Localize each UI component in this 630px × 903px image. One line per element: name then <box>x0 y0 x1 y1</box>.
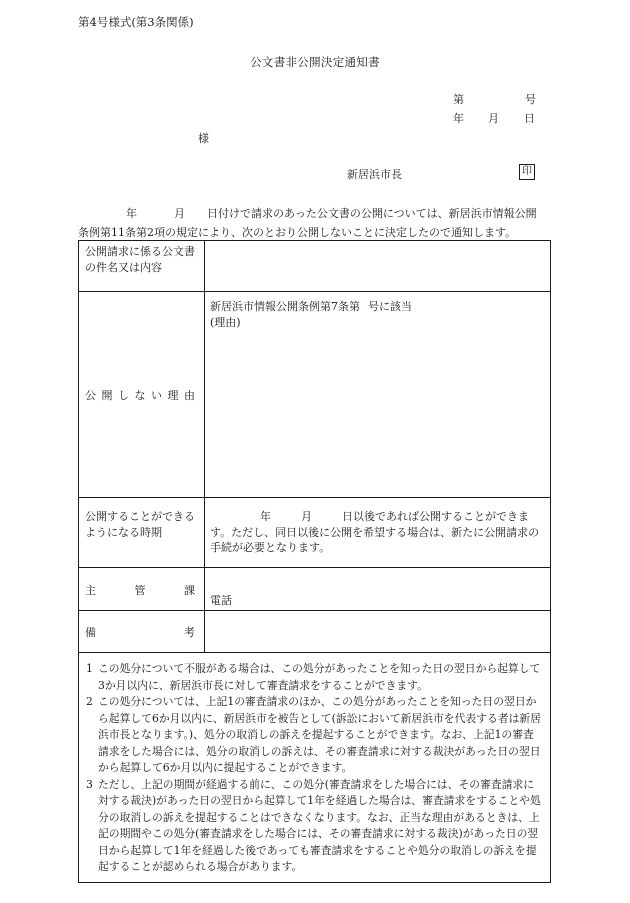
intro-year: 年 <box>126 207 137 220</box>
reason-label-char: 理 <box>167 389 179 403</box>
note-text: この処分について不服がある場合は、この処分があったことを知った日の翌日から起算して3か月以内に、新居浜市長に対して審査請求をすることができます。 <box>98 662 541 692</box>
phone-label: 電話 <box>210 593 232 607</box>
ordinance-clause-pre: 新居浜市情報公開条例第7条第 <box>210 300 360 313</box>
disclosure-year: 年 <box>260 510 271 523</box>
remarks-value <box>205 611 551 653</box>
note-number: 3 <box>86 777 93 791</box>
note-text: この処分については、上記1の審査請求のほか、この処分があったことを知った日の翌日から起算して6か月以内に、新居浜市を被告として(訴訟において新居浜市を代表する者は新居浜市長となります。)、処分の取消しの訴えを提起することができます。なお、上記1の審査請求をした場合には、処分の取消しの訴えは、その審査請求に対する裁決があった日の翌日から起算して6か月以内に提起することができます。 <box>98 695 541 774</box>
department-label-char: 管 <box>134 583 146 597</box>
remarks-label-text <box>85 625 199 641</box>
remarks-label-char: 考 <box>184 626 195 640</box>
intro-month: 月 <box>174 207 185 220</box>
nondisclosure-reason-value <box>205 292 551 498</box>
department-label-text <box>85 583 199 599</box>
intro-paragraph <box>78 204 560 242</box>
document-number-suffix: 号 <box>525 93 536 106</box>
disclosure-month: 月 <box>301 510 312 523</box>
date-day-label: 日 <box>524 112 535 125</box>
intro-line1: 日付けで請求のあった公文書の公開については、新居浜市情報公開 <box>207 207 537 220</box>
note-text: ただし、上記の期間が経過する前に、この処分(審査請求をした場合には、その審査請求に対する裁決)があった日の翌日から起算して1年を経過した場合は、審査請求をすることや処分の取消しの訴えを提起することはできなくなります。なお、正当な理由があるときは、上記の期間やこの処分(審査請求をした場合には、その審査請求に対する裁決)があった日の翌日から起算して1年を経過した後であっても審査請求をすることや処分の取消しの訴えを提起することが認められる場合があります。 <box>98 777 541 873</box>
reason-label-char: し <box>118 389 129 403</box>
ordinance-clause-post: 号に該当 <box>368 300 412 313</box>
note-item <box>86 694 544 777</box>
date-year-label: 年 <box>453 112 464 125</box>
notes-section <box>79 653 551 883</box>
request-subject-label: 公開請求に係る公文書の件名又は内容 <box>79 241 205 292</box>
note-item <box>86 777 544 876</box>
request-subject-value <box>205 241 551 292</box>
note-number: 1 <box>86 662 93 675</box>
addressee-honorific: 様 <box>198 132 209 145</box>
issuer-name: 新居浜市長 <box>347 168 402 181</box>
reason-heading: (理由) <box>210 315 241 329</box>
remarks-label-char: 備 <box>85 626 96 640</box>
disclosure-date-value <box>205 498 551 568</box>
form-number-label: 第4号様式(第3条関係) <box>78 15 194 29</box>
department-label <box>79 568 205 611</box>
department-value <box>205 568 551 611</box>
department-label-char: 主 <box>85 583 96 597</box>
document-number-prefix: 第 <box>453 93 464 106</box>
decision-table <box>78 240 551 883</box>
disclosure-date-label: 公開することができるようになる時期 <box>79 498 205 568</box>
reason-label-char: な <box>134 389 146 403</box>
nondisclosure-reason-label-text <box>85 388 199 404</box>
note-item <box>86 661 544 694</box>
date-month-label: 月 <box>488 112 499 125</box>
reason-label-char: 由 <box>184 389 195 403</box>
reason-label-char: い <box>151 389 162 403</box>
remarks-label <box>79 611 205 653</box>
document-title: 公文書非公開決定通知書 <box>250 55 380 69</box>
intro-line2: 条例第11条第2項の規定により、次のとおり公開しないことに決定したので通知します。 <box>78 226 517 239</box>
reason-label-char: 公 <box>85 389 96 403</box>
department-label-char: 課 <box>184 583 195 597</box>
reason-label-char: 開 <box>101 389 113 403</box>
disclosure-date-text: 日以後であれば公開することができます。ただし、同日以後に公開を希望する場合は、新たに公開請求の手続が必要となります。 <box>210 510 540 554</box>
note-number: 2 <box>86 695 93 708</box>
seal-mark: 印 <box>519 164 535 180</box>
nondisclosure-reason-label <box>79 292 205 498</box>
